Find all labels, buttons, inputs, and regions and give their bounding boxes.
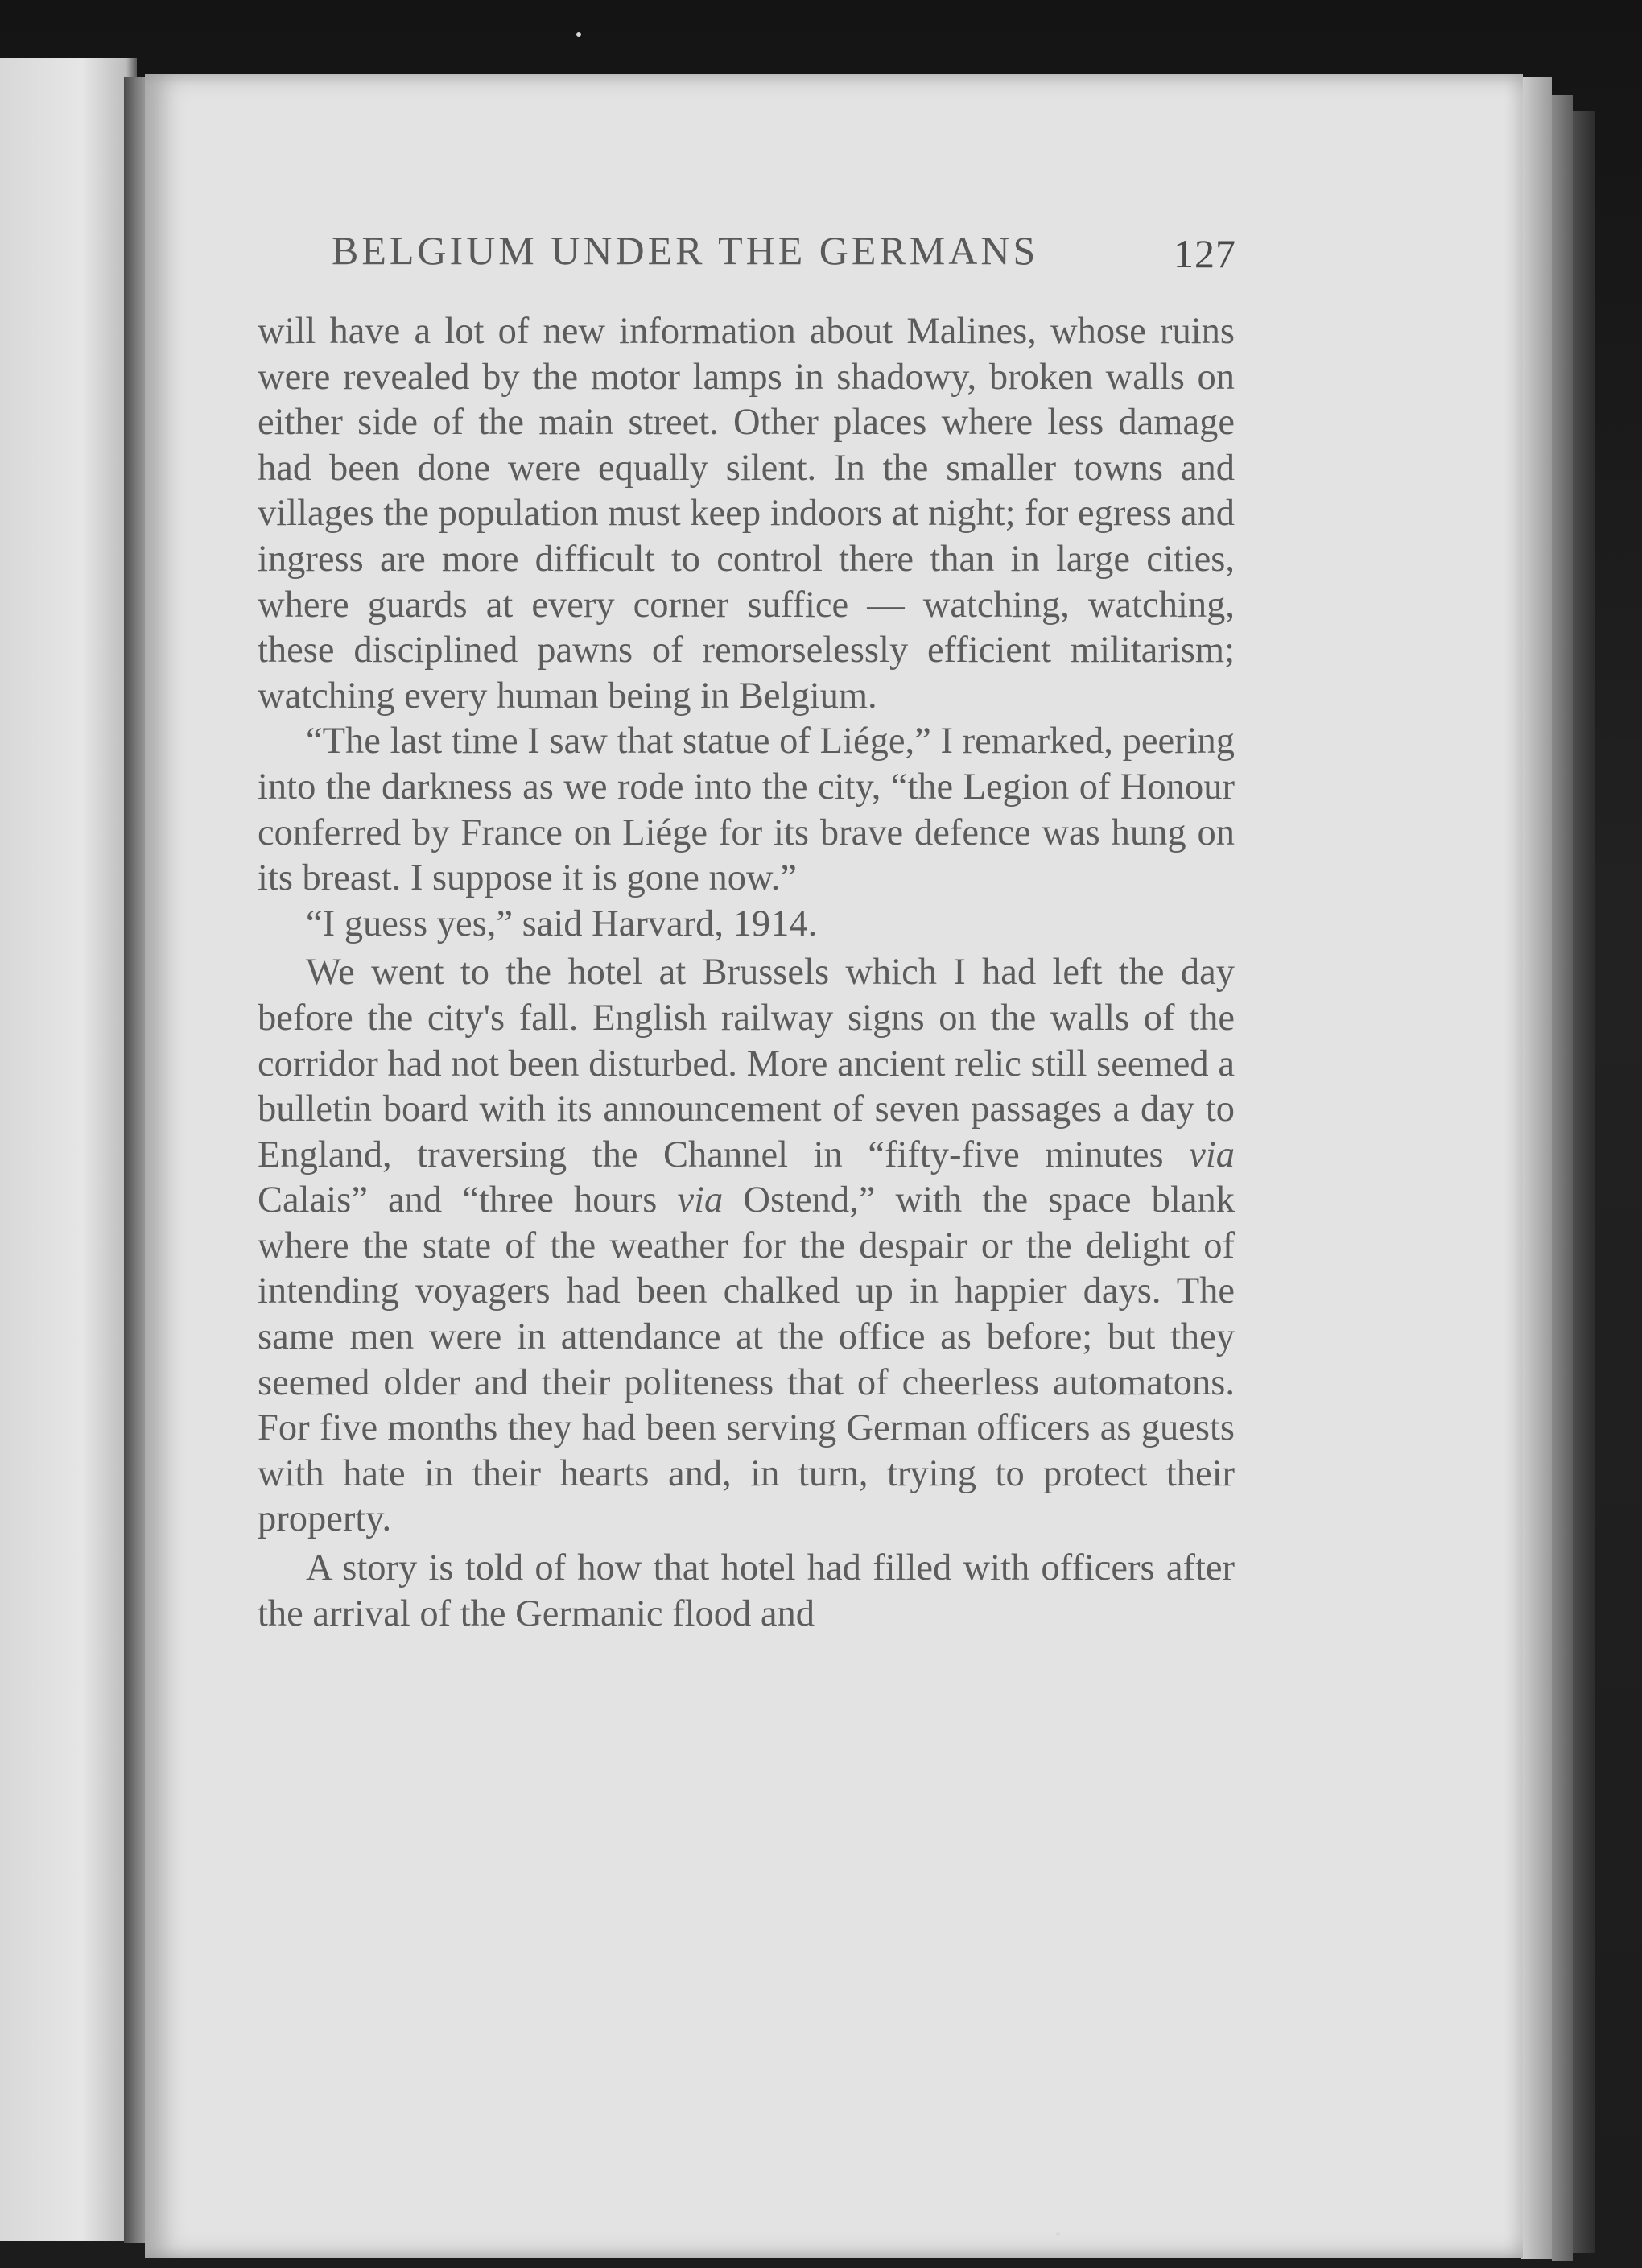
body-text	[258, 309, 1235, 1637]
page-stack-edge	[1521, 77, 1552, 2259]
page-stack-edge	[1552, 95, 1573, 2261]
page-number: 127	[1174, 231, 1236, 276]
paragraph: will have a lot of new information about Malines, whose ruins were revealed by the motor lamps in shadowy, broken walls on either side of the main street. Other places where less damage had been done were equally silent. In the smaller towns and villages the population must keep indoors at night; for egress and ingress are more difficult to control there than in large cities, where guards at every corner suffice — watching, watching, these disciplined pawns of remorselessly efficient militarism; watching every human being in Belgium.	[258, 311, 1235, 717]
paragraph-text: We went to the hotel at Brussels which I had left the day before the city's fall. English railway signs on the walls of the corridor had not been disturbed. More ancient relic still seemed a bulletin board with its announcement of seven passages a day to England, traversing the Channel in “fifty-five minutes	[258, 952, 1235, 1175]
running-head	[332, 227, 1236, 283]
paragraph: “The last time I saw that statue of Liége,” I remarked, peering into the darkness as we rode into the city, “the Legion of Honour conferred by France on Liége for its brave defence was hung on its breast. I suppose it is gone now.”	[258, 721, 1235, 899]
paragraph-text: Calais” and “three hours	[258, 1179, 678, 1221]
paragraph: A story is told of how that hotel had filled with officers after the arrival of the Germanic flood and	[258, 1547, 1235, 1634]
italic-via: via	[1189, 1134, 1235, 1175]
paragraph: “I guess yes,” said Harvard, 1914.	[306, 903, 818, 944]
dust-speck	[576, 32, 581, 37]
paragraph	[258, 950, 1235, 1543]
italic-via: via	[677, 1179, 724, 1221]
running-head-title: BELGIUM UNDER THE GERMANS	[332, 228, 1039, 273]
dust-speck	[1056, 2232, 1060, 2236]
page-stack-edge	[1573, 111, 1595, 2253]
paragraph-text: Ostend,” with the space blank where the state of the weather for the despair or the delight of intending voyagers had been chalked up in happier days. The same men were in attendance at the office as before; but they seemed older and their politeness that of cheerless automatons. For five months they had been serving German officers as guests with hate in their hearts and, in turn, trying to protect their property.	[258, 1179, 1235, 1540]
facing-page-edge	[0, 58, 137, 2241]
